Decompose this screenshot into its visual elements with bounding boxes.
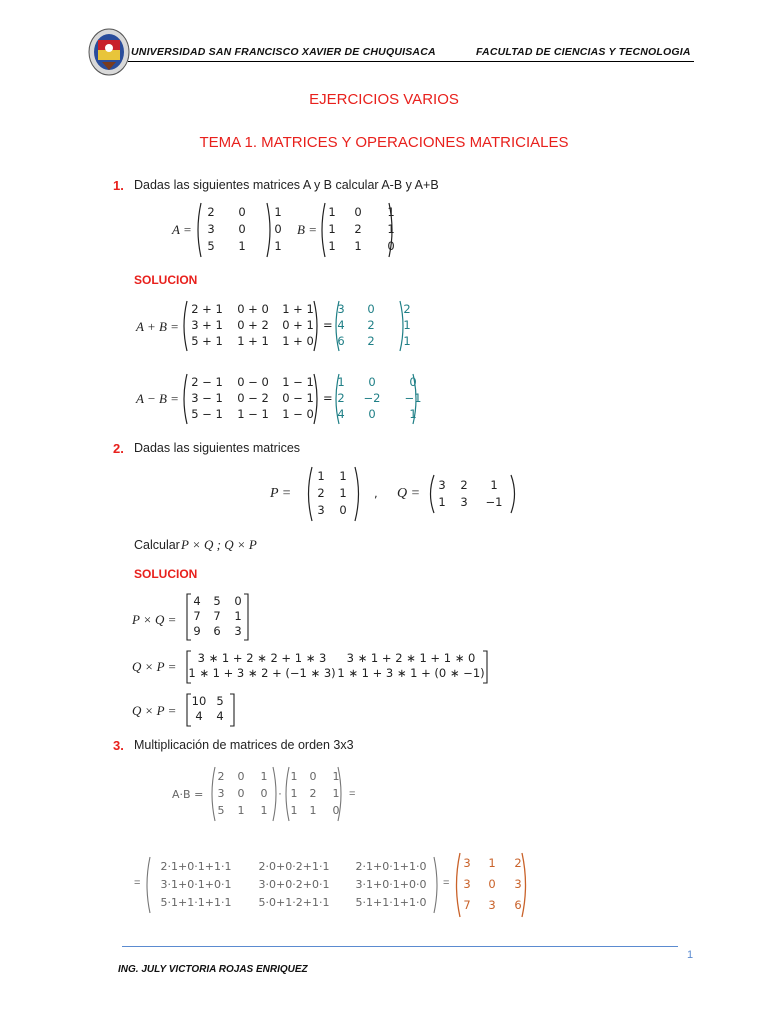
- matrix-cell: 5: [213, 594, 221, 608]
- qp-expression-matrix: [188, 651, 486, 681]
- university-logo: [88, 28, 130, 76]
- exercise-1-number: 1.: [113, 178, 124, 193]
- matrix-cell: 1: [488, 856, 496, 870]
- matrix-cell: 3: [514, 877, 522, 891]
- right-bracket: [482, 650, 488, 684]
- product-result-matrix: [456, 853, 530, 916]
- matrix-cell: 0: [234, 594, 242, 608]
- matrix-q-label: Q =: [397, 486, 421, 501]
- matrix-cell: 5 − 1: [191, 407, 223, 421]
- right-paren: [433, 856, 441, 914]
- matrix-cell: 1: [274, 205, 282, 219]
- matrix-cell: 1 − 0: [282, 407, 314, 421]
- equals-sign: =: [443, 877, 450, 889]
- matrix-cell: 3: [488, 898, 496, 912]
- matrix-cell: 1: [339, 469, 347, 483]
- matrix-cell: 1 − 1: [237, 407, 269, 421]
- matrix-cell: 1: [328, 222, 336, 236]
- matrix-cell: 0: [368, 375, 376, 389]
- page-subtitle: TEMA 1. MATRICES Y OPERACIONES MATRICIALES: [199, 134, 569, 151]
- equals-sign: =: [349, 788, 356, 800]
- matrix-p-label: P =: [270, 486, 292, 501]
- matrix-cell: 5·1+1·1+1·1: [160, 896, 232, 909]
- matrix-cell: 1: [332, 770, 340, 783]
- exercise-1-text: Dadas las siguientes matrices A y B calcular A-B y A+B: [134, 178, 439, 192]
- difference-label: A − B =: [136, 391, 179, 406]
- matrix-cell: 1: [290, 787, 298, 800]
- matrix-cell: 0 − 1: [282, 391, 314, 405]
- matrix-cell: 5: [216, 694, 224, 708]
- matrix-cell: 2: [403, 302, 411, 316]
- matrix-cell: 6: [337, 334, 345, 348]
- exercise-3-number: 3.: [113, 738, 124, 753]
- difference-expression-matrix: [184, 374, 320, 422]
- matrix-cell: 1 ∗ 1 + 3 ∗ 2 + (−1 ∗ 3): [188, 666, 336, 680]
- matrix-cell: 1: [328, 239, 336, 253]
- matrix-cell: 3 − 1: [191, 391, 223, 405]
- matrix-cell: 4: [337, 318, 345, 332]
- matrix-cell: 1: [438, 495, 446, 509]
- matrix-cell: 0: [238, 205, 246, 219]
- matrix-cell: 0: [237, 770, 245, 783]
- matrix-a-label: A =: [172, 222, 192, 237]
- matrix-cell: 1: [339, 486, 347, 500]
- matrix-cell: −1: [404, 391, 422, 405]
- matrix-cell: 1 − 1: [282, 375, 314, 389]
- matrix-a: [200, 204, 294, 255]
- matrix-cell: 1: [260, 804, 268, 817]
- right-paren: [337, 766, 345, 822]
- matrix-cell: 2: [514, 856, 522, 870]
- exercise-2-text: Dadas las siguientes matrices: [134, 441, 301, 455]
- matrix-cell: 0: [274, 222, 282, 236]
- solution-label-2: SOLUCION: [134, 567, 198, 581]
- matrix-cell: 9: [193, 624, 201, 638]
- matrix-cell: 0 − 2: [237, 391, 269, 405]
- pq-result-matrix: [188, 594, 248, 639]
- matrix-cell: 0 − 0: [237, 375, 269, 389]
- matrix-cell: 7: [193, 609, 201, 623]
- matrix-cell: 1: [309, 804, 317, 817]
- matrix-cell: 0: [368, 407, 376, 421]
- matrix-cell: 2: [367, 334, 375, 348]
- matrix-cell: 3: [463, 877, 471, 891]
- matrix-q: [432, 477, 512, 511]
- calculate-expression: P × Q ; Q × P: [181, 537, 257, 552]
- matrix-cell: 1: [237, 804, 245, 817]
- matrix-p: [310, 468, 354, 519]
- matrix-cell: 5·1+1·1+1·0: [355, 896, 427, 909]
- matrix-cell: 1: [290, 770, 298, 783]
- matrix-cell: 3 ∗ 1 + 2 ∗ 2 + 1 ∗ 3: [197, 651, 327, 665]
- header-divider: [128, 61, 694, 62]
- right-paren: [412, 373, 420, 425]
- matrix-cell: 1: [387, 205, 395, 219]
- matrix-cell: 2·1+0·1+1·0: [355, 860, 427, 873]
- pq-label: P × Q =: [132, 612, 177, 627]
- matrix-cell: 1: [274, 239, 282, 253]
- matrix-cell: 1: [409, 407, 417, 421]
- right-bracket: [229, 693, 235, 727]
- exercise-2-number: 2.: [113, 441, 124, 456]
- matrix-cell: 0: [260, 787, 268, 800]
- matrix-cell: 4: [193, 594, 201, 608]
- matrix-cell: −2: [363, 391, 381, 405]
- matrix-cell: 5: [217, 804, 225, 817]
- right-paren: [521, 852, 530, 918]
- matrix-cell: 1: [290, 804, 298, 817]
- matrix-cell: 7: [463, 898, 471, 912]
- equals-sign: =: [323, 318, 333, 332]
- matrix-cell: 0: [339, 503, 347, 517]
- matrix-cell: 1 + 1: [282, 302, 314, 316]
- matrix-cell: 1: [387, 222, 395, 236]
- matrix-cell: 2 + 1: [191, 302, 223, 316]
- matrix-cell: 0 + 0: [237, 302, 269, 316]
- matrix-cell: 3·1+0·1+0·1: [160, 878, 232, 891]
- qp-label: Q × P =: [132, 659, 177, 674]
- matrix-cell: 3: [207, 222, 215, 236]
- matrix-cell: 1: [490, 478, 498, 492]
- matrix-cell: 2: [207, 205, 215, 219]
- footer-author: ING. JULY VICTORIA ROJAS ENRIQUEZ: [118, 964, 308, 975]
- matrix-cell: 3·1+0·1+0·0: [355, 878, 427, 891]
- sum-label: A + B =: [136, 319, 179, 334]
- matrix-cell: 4: [216, 709, 224, 723]
- matrix-cell: 0: [238, 222, 246, 236]
- matrix-cell: 3: [217, 787, 225, 800]
- right-paren: [399, 300, 407, 352]
- matrix-b-label: B =: [297, 222, 317, 237]
- matrix-cell: 2: [367, 318, 375, 332]
- matrix-cell: 3: [337, 302, 345, 316]
- matrix-cell: 4: [195, 709, 203, 723]
- matrix-cell: 2·0+0·2+1·1: [258, 860, 330, 873]
- matrix-cell: 3 ∗ 1 + 2 ∗ 1 + 1 ∗ 0: [346, 651, 476, 665]
- matrix-cell: 0 + 2: [237, 318, 269, 332]
- matrix-cell: 1: [260, 770, 268, 783]
- matrix-cell: 0: [387, 239, 395, 253]
- matrix-cell: 0 + 1: [282, 318, 314, 332]
- matrix-cell: 0: [367, 302, 375, 316]
- separator-comma: ,: [374, 486, 378, 500]
- product-expression-matrix: [147, 858, 439, 912]
- matrix-cell: 0: [309, 770, 317, 783]
- matrix-cell: 7: [213, 609, 221, 623]
- qp-result-matrix: [188, 694, 230, 724]
- matrix-cell: 1 + 1: [237, 334, 269, 348]
- matrix-cell: 1: [403, 334, 411, 348]
- matrix-cell: 3: [317, 503, 325, 517]
- matrix-cell: 5·0+1·2+1·1: [258, 896, 330, 909]
- right-bracket: [243, 593, 249, 641]
- matrix-cell: 2: [317, 486, 325, 500]
- matrix-cell: 0: [354, 205, 362, 219]
- matrix-cell: 1: [354, 239, 362, 253]
- sum-result-matrix: [332, 301, 422, 349]
- right-paren: [266, 202, 274, 258]
- matrix-cell: 5: [207, 239, 215, 253]
- matrix-cell: 3: [438, 478, 446, 492]
- matrix-cell: 3: [463, 856, 471, 870]
- matrix-cell: 0: [488, 877, 496, 891]
- matrix-cell: 2: [217, 770, 225, 783]
- header-university: UNIVERSIDAD SAN FRANCISCO XAVIER DE CHUQUISACA: [131, 46, 436, 58]
- right-paren: [313, 373, 321, 425]
- equals-sign: =: [323, 391, 333, 405]
- matrix-cell: 3 + 1: [191, 318, 223, 332]
- right-paren: [510, 474, 519, 514]
- footer-divider: [122, 946, 678, 947]
- sum-expression-matrix: [184, 301, 320, 349]
- calculate-text: Calcular: [134, 538, 180, 552]
- header-faculty: FACULTAD DE CIENCIAS Y TECNOLOGIA: [476, 46, 691, 58]
- matrix-cell: 3: [234, 624, 242, 638]
- equals-sign: =: [134, 877, 141, 889]
- matrix-cell: 1: [234, 609, 242, 623]
- matrix-cell: 3: [460, 495, 468, 509]
- ab-product-label: A·B =: [172, 788, 204, 801]
- matrix-a-3x3: [212, 768, 276, 819]
- matrix-cell: 1 ∗ 1 + 3 ∗ 1 + (0 ∗ −1): [337, 666, 485, 680]
- matrix-cell: 6: [213, 624, 221, 638]
- page-number: 1: [687, 949, 694, 961]
- matrix-cell: 0: [332, 804, 340, 817]
- matrix-cell: −1: [485, 495, 503, 509]
- matrix-cell: 2: [309, 787, 317, 800]
- page-title: EJERCICIOS VARIOS: [309, 91, 459, 108]
- matrix-cell: 2: [337, 391, 345, 405]
- matrix-cell: 2: [354, 222, 362, 236]
- exercise-3-text: Multiplicación de matrices de orden 3x3: [134, 738, 354, 752]
- matrix-cell: 1: [332, 787, 340, 800]
- matrix-cell: 1: [337, 375, 345, 389]
- matrix-cell: 3·0+0·2+0·1: [258, 878, 330, 891]
- matrix-cell: 0: [409, 375, 417, 389]
- matrix-cell: 2: [460, 478, 468, 492]
- solution-label-1: SOLUCION: [134, 273, 198, 287]
- qp-label-2: Q × P =: [132, 703, 177, 718]
- matrix-cell: 6: [514, 898, 522, 912]
- matrix-cell: 1 + 0: [282, 334, 314, 348]
- right-paren: [388, 202, 396, 258]
- matrix-cell: 5 + 1: [191, 334, 223, 348]
- matrix-cell: 0: [237, 787, 245, 800]
- right-paren: [354, 466, 363, 522]
- right-paren: [313, 300, 321, 352]
- dot-operator: ·: [278, 786, 282, 800]
- matrix-cell: 2·1+0·1+1·1: [160, 860, 232, 873]
- matrix-cell: 1: [317, 469, 325, 483]
- matrix-cell: 10: [191, 694, 207, 708]
- matrix-cell: 4: [337, 407, 345, 421]
- matrix-cell: 1: [238, 239, 246, 253]
- matrix-cell: 1: [403, 318, 411, 332]
- matrix-cell: 1: [328, 205, 336, 219]
- matrix-cell: 2 − 1: [191, 375, 223, 389]
